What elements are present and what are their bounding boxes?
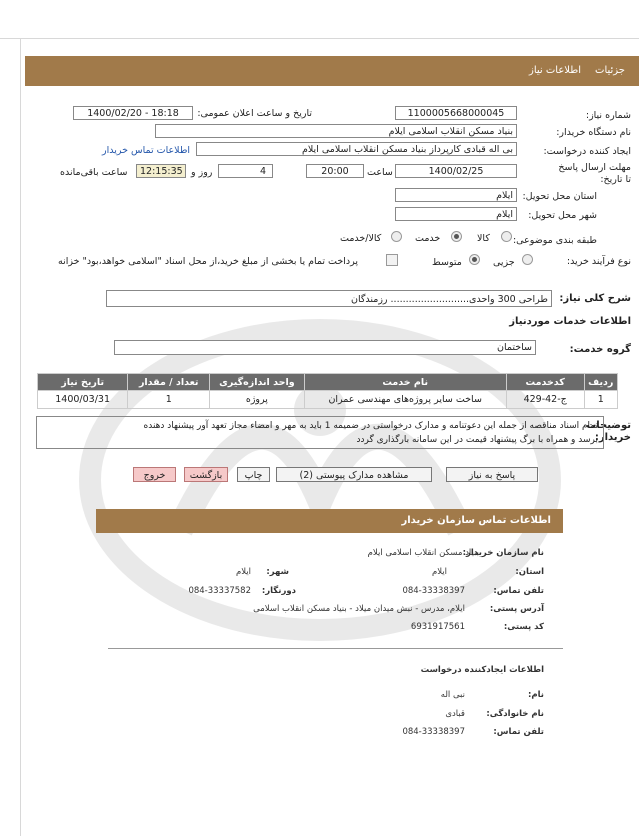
cell-quantity: 1 — [128, 391, 210, 409]
need-number-field: 1100005668000045 — [395, 106, 517, 120]
col-service-code: کدخدمت — [506, 374, 584, 391]
process-medium-radio[interactable] — [469, 254, 480, 265]
days-label: روز و — [191, 167, 213, 178]
frame-left-line — [20, 38, 21, 836]
contact-section-header: اطلاعات تماس سازمان خریدار — [96, 509, 563, 533]
contact-address-label: آدرس پستی: — [489, 604, 544, 614]
remaining-label: ساعت باقی‌مانده — [60, 167, 128, 178]
creator-name-value: نبی اله — [440, 690, 465, 700]
contact-fax-label: دورنگار: — [261, 586, 296, 596]
col-row: ردیف — [584, 374, 617, 391]
province-field: ایلام — [395, 188, 517, 202]
cell-service-name: ساخت سایر پروژه‌های مهندسی عمران — [304, 391, 506, 409]
attachments-button[interactable]: مشاهده مدارک پیوستی (2) — [276, 467, 432, 482]
contact-city-value: ایلام — [235, 567, 251, 577]
city-label: شهر محل تحویل: — [528, 210, 597, 221]
cell-row: 1 — [584, 391, 617, 409]
contact-fax-value: 084-33337582 — [188, 586, 251, 596]
frame-top-line — [0, 38, 639, 39]
service-group-label: گروه خدمت: — [569, 344, 631, 355]
exit-button[interactable]: خروج — [133, 467, 176, 482]
creator-family-label: نام خانوادگی: — [486, 709, 544, 719]
time-label: ساعت — [367, 167, 393, 178]
contact-address-value: ایلام، مدرس - نبش میدان میلاد - بنیاد مسکن انقلاب اسلامی — [253, 604, 465, 614]
province-label: استان محل تحویل: — [522, 191, 597, 202]
need-number-label: شماره نیاز: — [585, 110, 631, 121]
tab-details[interactable]: جزئیات — [595, 65, 625, 76]
col-need-date: تاریخ نیاز — [38, 374, 128, 391]
deadline-time-field: 20:00 — [306, 164, 364, 178]
days-field: 4 — [218, 164, 273, 178]
contact-divider — [108, 648, 563, 649]
remaining-time-field: 12:15:35 — [136, 164, 186, 178]
col-service-name: نام خدمت — [304, 374, 506, 391]
top-bar — [25, 56, 639, 86]
org-label: نام سازمان خریدار: — [462, 548, 544, 558]
col-unit: واحد اندازه‌گیری — [210, 374, 304, 391]
contact-phone-label: تلفن تماس: — [493, 586, 544, 596]
deadline-date-field: 1400/02/25 — [395, 164, 517, 178]
category-goods-radio[interactable] — [501, 231, 512, 242]
tab-need-info[interactable]: اطلاعات نیاز — [529, 65, 581, 76]
city-field: ایلام — [395, 207, 517, 221]
buyer-notes-box — [36, 416, 604, 449]
contact-province-label: استان: — [515, 567, 544, 577]
buyer-notes-label: توضیحات خریدار: — [586, 420, 631, 443]
creator-info-title: اطلاعات ایجادکننده درخواست — [420, 665, 544, 675]
contact-phone-value: 084-33338397 — [402, 586, 465, 596]
category-service-radio[interactable] — [451, 231, 462, 242]
buyer-notes-line1: تمام اسناد مناقصه از جمله این دعوتنامه و مدارک درخواستی در ضمیمه 1 باید به مهر و امضاء مجاز تعهد آور پیشنهاد دهنده — [143, 421, 598, 431]
org-value: بنیاد مسکن انقلاب اسلامی ایلام — [367, 548, 479, 558]
table-header-row — [38, 374, 618, 391]
service-group-field: ساختمان — [114, 340, 536, 355]
cell-service-code: ج-42-429 — [506, 391, 584, 409]
process-medium-label: متوسط — [432, 257, 462, 268]
creator-family-value: قبادی — [445, 709, 465, 719]
category-label: طبقه بندی موضوعی: — [512, 235, 597, 246]
buyer-notes-line2: برسد و همراه با برگ پیشنهاد قیمت در این سامانه بارگذاری گردد — [356, 435, 598, 445]
process-partial-radio[interactable] — [522, 254, 533, 265]
contact-province-value: ایلام — [431, 567, 447, 577]
summary-field: طراحی 300 واحدی.......................... رزمندگان — [106, 290, 552, 307]
cell-need-date: 1400/03/31 — [38, 391, 128, 409]
category-goods-service-radio[interactable] — [391, 231, 402, 242]
reply-button[interactable]: پاسخ به نیاز — [446, 467, 538, 482]
creator-name-label: نام: — [527, 690, 544, 700]
summary-label: شرح کلی نیاز: — [559, 293, 631, 304]
announce-label: تاریخ و ساعت اعلان عمومی: — [197, 108, 312, 119]
category-service-label: خدمت — [415, 233, 441, 244]
creator-field: بی اله قبادی کارپرداز بنیاد مسکن انقلاب اسلامی ایلام — [196, 142, 517, 156]
buyer-field: بنیاد مسکن انقلاب اسلامی ایلام — [155, 124, 517, 138]
process-partial-label: جزیی — [493, 257, 515, 268]
buyer-contact-link[interactable]: اطلاعات تماس خریدار — [102, 145, 191, 156]
print-button[interactable]: چاپ — [237, 467, 270, 482]
contact-postal-label: کد پستی: — [503, 622, 544, 632]
announce-date-field: 1400/02/20 - 18:18 — [73, 106, 193, 120]
creator-phone-label: تلفن تماس: — [493, 727, 544, 737]
category-goods-service-label: کالا/خدمت — [340, 233, 382, 244]
treasury-payment-checkbox[interactable] — [386, 254, 398, 266]
process-label: نوع فرآیند خرید: — [566, 256, 631, 267]
contact-postal-value: 6931917561 — [410, 622, 465, 632]
creator-label: ایجاد کننده درخواست: — [543, 146, 631, 157]
buyer-label: نام دستگاه خریدار: — [556, 127, 631, 138]
back-button[interactable]: بازگشت — [184, 467, 228, 482]
services-title: اطلاعات خدمات موردنیاز — [509, 316, 631, 327]
category-goods-label: کالا — [477, 233, 490, 244]
cell-unit: پروژه — [210, 391, 304, 409]
col-quantity: تعداد / مقدار — [128, 374, 210, 391]
treasury-payment-note: پرداخت تمام یا بخشی از مبلغ خرید،از محل اسناد "اسلامی خواهد،بود" خزانه — [58, 256, 358, 267]
table-row — [38, 391, 618, 409]
services-table — [37, 373, 618, 409]
deadline-label: مهلت ارسال پاسخ تا تاریخ: — [558, 162, 631, 185]
contact-city-label: شهر: — [266, 567, 289, 577]
creator-phone-value: 084-33338397 — [402, 727, 465, 737]
